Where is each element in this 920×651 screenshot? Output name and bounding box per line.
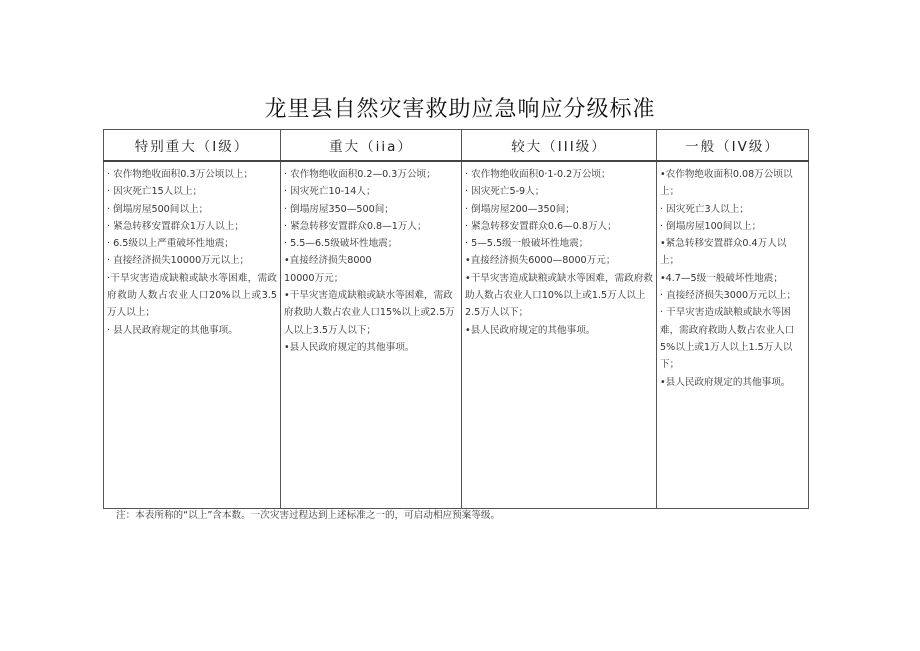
criteria-item: · 5—5.5级一般破坏性地震；	[465, 238, 589, 250]
criteria-item: · 干旱灾害造成缺粮或缺水等困难，需政府救助人数占农业人口5%以上或1万人以上1.5万人以下；	[660, 307, 795, 371]
criteria-item: · 倒塌房屋100间以上；	[660, 220, 762, 232]
criteria-item: · 农作物绝收面积0·1-0.2万公顷；	[465, 169, 611, 180]
criteria-item: · 5.5—6.5级破坏性地震；	[284, 238, 398, 250]
table-footnote: 注：本表所称的“以上”含本数。一次灾害过程达到上述标准之一的，可启动相应预案等级。	[116, 510, 501, 521]
document-title: 龙里县自然灾害救助应急响应分级标准	[264, 97, 656, 122]
criteria-item: 10000万元；	[284, 272, 344, 284]
criteria-item: · 紧急转移安置群众1万人以上；	[107, 220, 244, 232]
criteria-item: · 因灾死亡15人以上；	[107, 186, 203, 198]
criteria-item: · 因灾死亡10-14人；	[284, 186, 376, 198]
criteria-item: · 直接经济损失10000万元以上；	[107, 255, 250, 267]
criteria-item: · 紧急转移安置群众0.6—0.8万人；	[465, 220, 617, 232]
header-level-3: 较大（III级）	[462, 130, 657, 162]
criteria-item: •县人民政府规定的其他事项。	[465, 324, 596, 336]
header-level-2: 重大（iia）	[281, 130, 462, 162]
criteria-item: •直接经济损失8000	[284, 255, 372, 267]
criteria-item: · 县人民政府规定的其他事项。	[107, 324, 238, 336]
criteria-item: •县人民政府规定的其他事项。	[284, 341, 415, 353]
criteria-item: · 倒塌房屋350—500间；	[284, 203, 394, 215]
criteria-cell-level-2	[281, 161, 462, 509]
criteria-item: · 倒塌房屋500间以上；	[107, 203, 209, 215]
header-level-4: 一般（IV级）	[657, 130, 809, 162]
criteria-item: ·干旱灾害造成缺粮或缺水等困难，需政府救助人数占农业人口20%以上或3.5万人以上；	[107, 272, 277, 319]
criteria-item: · 6.5级以上严重破坏性地震；	[107, 238, 234, 250]
criteria-item: •干旱灾害造成缺粮或缺水等困难，需政府救助人数占农业人口10%以上或1.5万人以上2.5万人以下；	[465, 272, 653, 319]
criteria-cell-level-3	[462, 161, 657, 509]
criteria-item: •干旱灾害造成缺粮或缺水等困难，需政府救助人数占农业人口15%以上或2.5万人以上3.5万人以下；	[284, 290, 455, 336]
criteria-item: · 因灾死亡3人以上；	[660, 203, 749, 215]
criteria-item: · 因灾死亡5-9人；	[465, 186, 545, 198]
criteria-item: · 农作物绝收面积0.2—0.3万公顷；	[284, 169, 436, 180]
criteria-item: · 倒塌房屋200—350间；	[465, 203, 575, 215]
criteria-cell-level-4	[657, 161, 809, 509]
criteria-item: · 农作物绝收面积0.3万公顷以上；	[107, 169, 254, 180]
response-level-table	[103, 129, 809, 509]
table-body-row	[104, 161, 809, 509]
criteria-item: •农作物绝收面积0.08万公顷以上；	[660, 169, 793, 198]
criteria-item: •4.7—5级一般破坏性地震；	[660, 272, 783, 284]
table-header-row	[104, 130, 809, 162]
criteria-item: •直接经济损失6000—8000万元；	[465, 255, 616, 267]
header-level-1: 特别重大（I级）	[104, 130, 281, 162]
criteria-item: · 紧急转移安置群众0.8—1万人；	[284, 220, 427, 232]
criteria-item: · 直接经济损失3000万元以上；	[660, 290, 797, 302]
criteria-item: •县人民政府规定的其他事项。	[660, 376, 791, 388]
criteria-item: •紧急转移安置群众0.4万人以上；	[660, 238, 787, 267]
criteria-cell-level-1	[104, 161, 281, 509]
